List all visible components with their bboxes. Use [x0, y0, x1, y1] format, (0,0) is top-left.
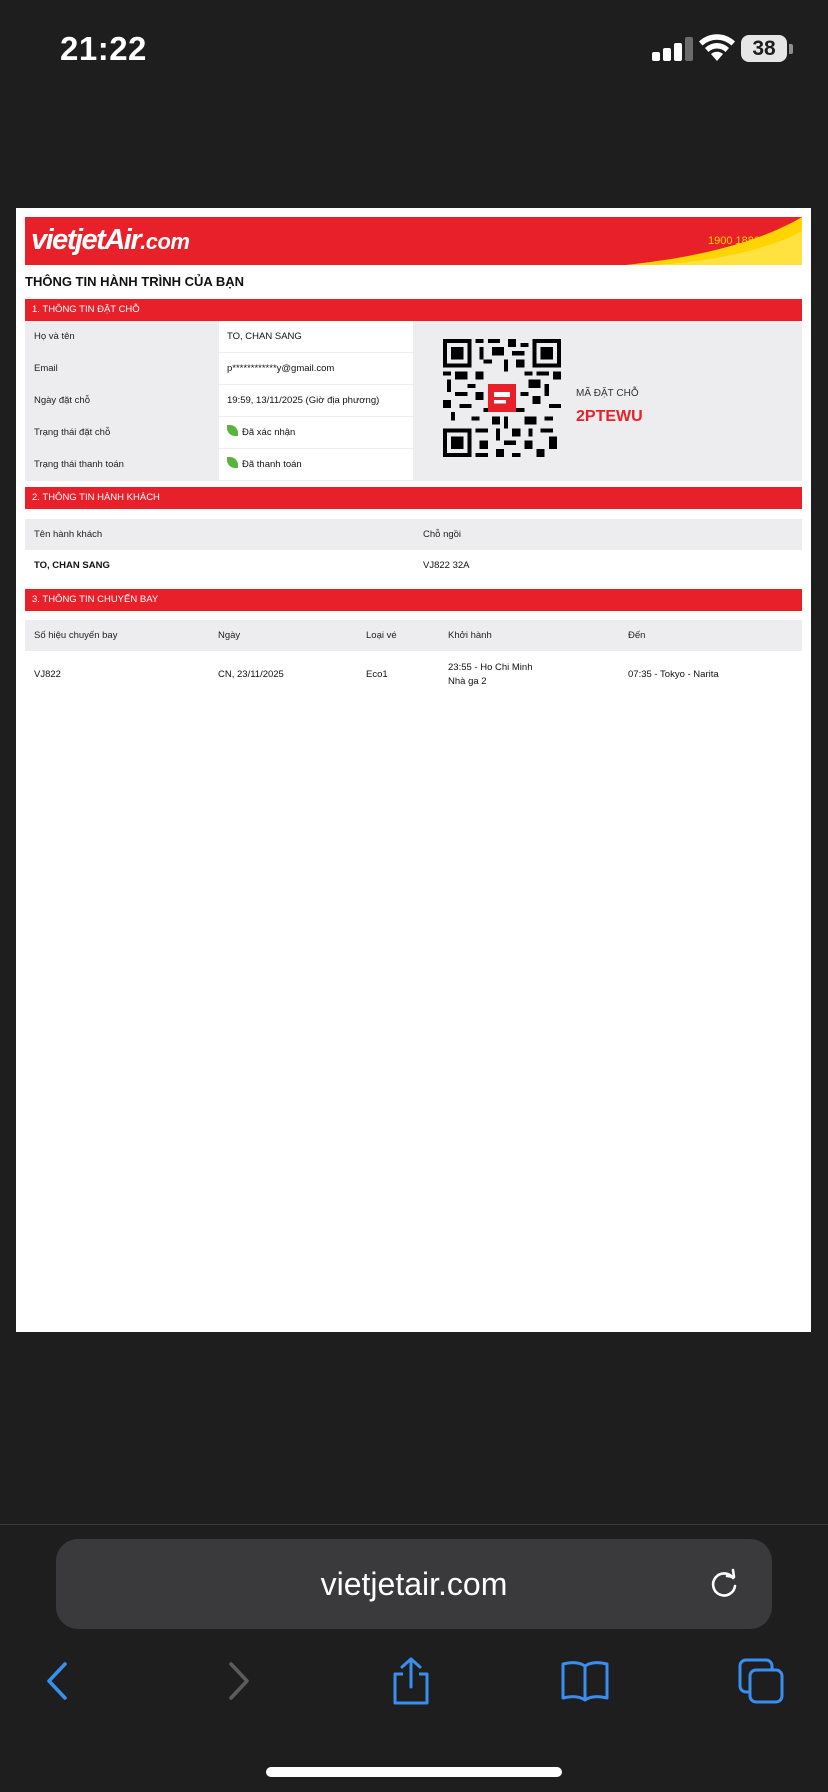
vietjet-logo: vietjetAir.com — [31, 224, 190, 256]
vietjet-banner — [25, 217, 802, 265]
booking-value: TO, CHAN SANG — [219, 321, 413, 352]
fare-class: Eco1 — [366, 669, 388, 680]
column-header: Số hiệu chuyến bay — [34, 630, 118, 641]
booking-label: Trạng thái đặt chỗ — [34, 427, 111, 438]
section-booking-info: 1. THÔNG TIN ĐẶT CHỖ — [25, 299, 802, 321]
address-bar[interactable] — [56, 1539, 772, 1629]
booking-value: 19:59, 13/11/2025 (Giờ địa phương) — [219, 385, 413, 416]
section-passenger-info: 2. THÔNG TIN HÀNH KHÁCH — [25, 487, 802, 509]
booking-row-status — [25, 417, 413, 449]
section-flight-info: 3. THÔNG TIN CHUYẾN BAY — [25, 589, 802, 611]
flight-row — [25, 651, 802, 699]
home-indicator[interactable] — [266, 1767, 562, 1777]
passenger-name: TO, CHAN SANG — [34, 560, 110, 571]
booking-code: 2PTEWU — [576, 408, 643, 425]
battery-level: 38 — [741, 35, 787, 62]
booking-code-label: MÃ ĐẶT CHỖ — [576, 388, 639, 399]
column-header: Đến — [628, 630, 646, 641]
column-header: Loại vé — [366, 630, 397, 641]
bookmarks-icon[interactable] — [559, 1656, 611, 1706]
column-header: Khởi hành — [448, 630, 492, 641]
flight-date: CN, 23/11/2025 — [218, 669, 284, 680]
reload-icon[interactable] — [706, 1566, 742, 1602]
forward-icon[interactable] — [211, 1656, 263, 1706]
itinerary-document — [16, 208, 811, 1332]
url-text[interactable]: vietjetair.com — [320, 1566, 508, 1602]
booking-label: Email — [34, 363, 58, 374]
passenger-table-header — [25, 519, 802, 550]
booking-value: p************y@gmail.com — [219, 353, 413, 384]
booking-value: Đã thanh toán — [219, 449, 413, 480]
hotline-number: 1900 1886 — [708, 235, 760, 247]
booking-row-date — [25, 385, 413, 417]
share-icon[interactable] — [385, 1656, 437, 1706]
tabs-icon[interactable] — [736, 1656, 788, 1706]
booking-label: Họ và tên — [34, 331, 75, 342]
status-time: 21:22 — [60, 30, 147, 67]
booking-row-payment — [25, 449, 413, 481]
passenger-row — [25, 550, 802, 581]
back-icon[interactable] — [33, 1656, 85, 1706]
column-header: Tên hành khách — [34, 529, 103, 540]
column-header: Chỗ ngồi — [423, 529, 462, 540]
flight-table-header — [25, 620, 802, 651]
wifi-icon — [699, 34, 735, 62]
booking-qr-code — [443, 339, 561, 457]
departure-time: 23:55 - Ho Chi Minh — [448, 662, 533, 673]
battery-icon — [741, 35, 791, 62]
signal-icon — [652, 37, 696, 61]
arrival-time: 07:35 - Tokyo - Narita — [628, 669, 719, 680]
document-title: THÔNG TIN HÀNH TRÌNH CỦA BẠN — [25, 274, 245, 289]
passenger-seat: VJ822 32A — [423, 560, 470, 571]
booking-value: Đã xác nhận — [219, 417, 413, 448]
flight-number: VJ822 — [34, 669, 61, 680]
booking-label: Ngày đặt chỗ — [34, 395, 90, 406]
booking-row-name — [25, 321, 413, 353]
column-header: Ngày — [218, 630, 241, 641]
confirmed-leaf-icon — [227, 425, 238, 436]
booking-info-panel — [25, 321, 802, 481]
status-bar — [0, 0, 828, 100]
paid-leaf-icon — [227, 457, 238, 468]
booking-label: Trạng thái thanh toán — [34, 459, 124, 470]
booking-row-email — [25, 353, 413, 385]
departure-terminal: Nhà ga 2 — [448, 676, 487, 687]
